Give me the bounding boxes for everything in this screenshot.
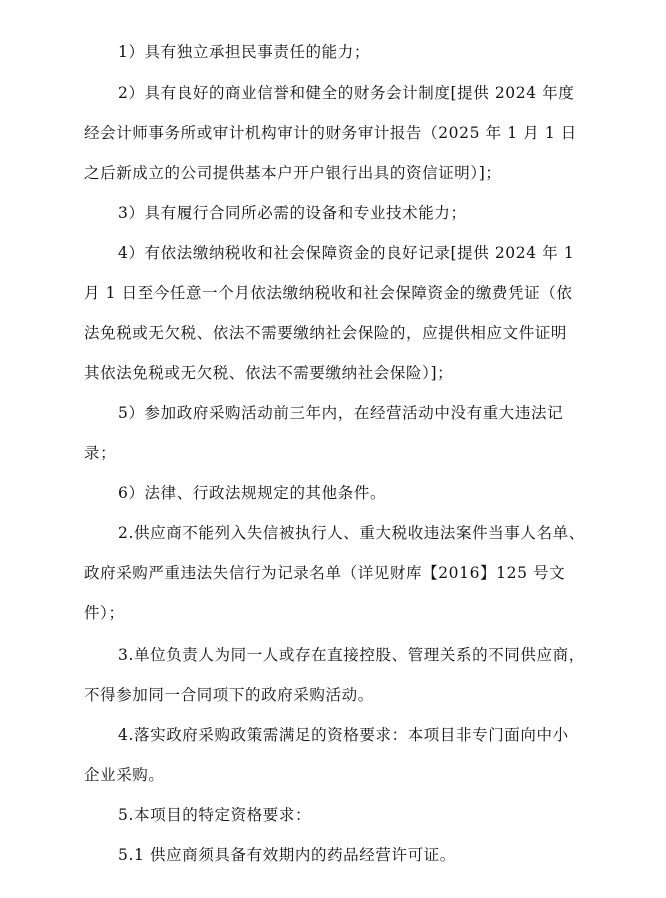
text-line: 3）具有履行合同所必需的设备和专业技术能力； [118, 204, 467, 222]
text-line: 企业采购。 [84, 766, 165, 784]
text-line: 月 1 日至今任意一个月依法缴纳税收和社会保障资金的缴费凭证（依 [84, 284, 573, 302]
text-line: 不得参加同一合同项下的政府采购活动。 [84, 686, 374, 704]
text-line: 4.落实政府采购政策需满足的资格要求：本项目非专门面向中小 [118, 726, 569, 744]
text-line: 2）具有良好的商业信誉和健全的财务会计制度[提供 2024 年度 [118, 84, 575, 102]
text-line: 经会计师事务所或审计机构审计的财务审计报告（2025 年 1 月 1 日 [84, 124, 577, 142]
text-line: 5.本项目的特定资格要求： [118, 806, 312, 824]
text-line: 5.1 供应商须具备有效期内的药品经营许可证。 [118, 846, 456, 864]
text-line: 法免税或无欠税、依法不需要缴纳社会保险的，应提供相应文件证明 [84, 324, 568, 342]
text-line: 件）； [84, 604, 125, 622]
text-line: 1）具有独立承担民事责任的能力； [118, 43, 370, 61]
text-line: 录； [84, 444, 117, 462]
text-line: 其依法免税或无欠税、依法不需要缴纳社会保险）]； [84, 364, 454, 382]
text-line: 政府采购严重违法失信行为记录名单（详见财库【2016】125 号文 [84, 564, 566, 582]
text-line: 之后新成立的公司提供基本户开户银行出具的资信证明）]； [84, 164, 502, 182]
text-line: 5）参加政府采购活动前三年内，在经营活动中没有重大违法记 [118, 404, 564, 422]
text-line: 6）法律、行政法规规定的其他条件。 [118, 484, 387, 502]
text-line: 3.单位负责人为同一人或存在直接控股、管理关系的不同供应商， [118, 646, 585, 664]
text-line: 2.供应商不能列入失信被执行人、重大税收违法案件当事人名单、 [118, 524, 585, 542]
text-line: 4）有依法缴纳税收和社会保障资金的良好记录[提供 2024 年 1 [118, 244, 575, 262]
